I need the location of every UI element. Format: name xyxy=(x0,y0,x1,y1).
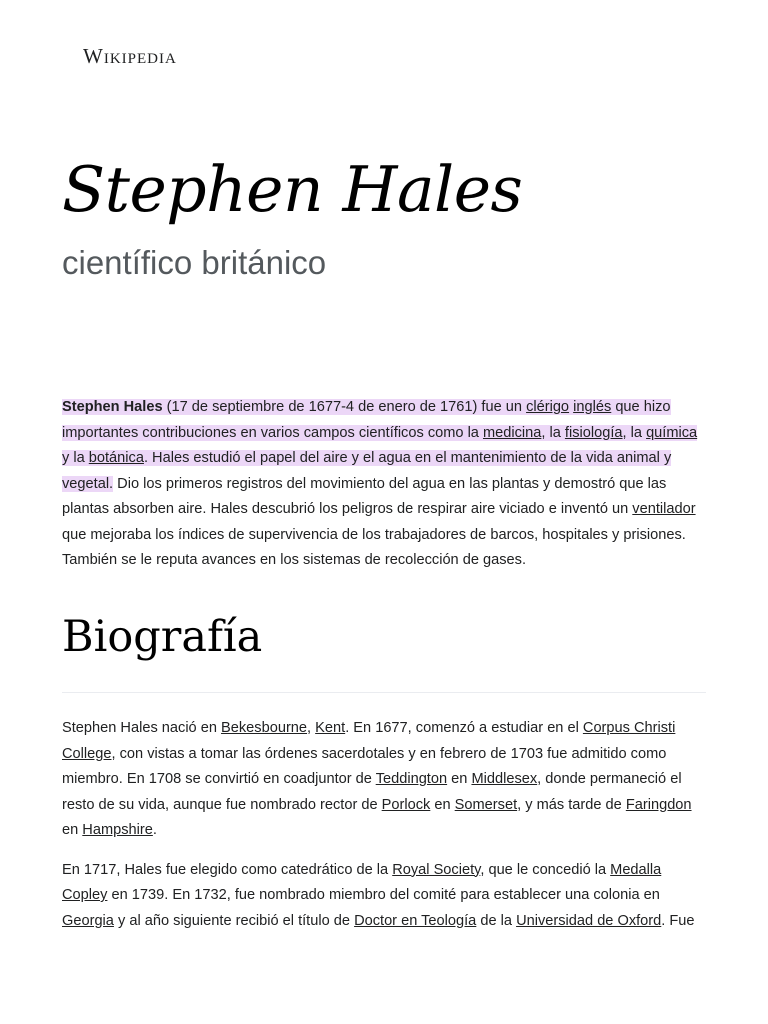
link-faringdon[interactable]: Faringdon xyxy=(625,796,692,813)
biografia-paragraph-2 xyxy=(62,858,708,935)
link-clerigo[interactable]: clérigo xyxy=(526,399,570,415)
link-teddington[interactable]: Teddington xyxy=(375,771,448,787)
text: , y más tarde de xyxy=(517,796,626,813)
link-ingles[interactable]: inglés xyxy=(573,399,612,415)
text: . Hales estudió el papel del aire y el agua en el mantenimiento de la vida animal y vegetal. xyxy=(62,450,672,492)
text: , la xyxy=(622,424,647,441)
link-corpus-christi-college[interactable]: Corpus Christi College xyxy=(62,720,676,762)
text: y al año siguiente recibió el título de xyxy=(113,912,355,929)
text: en xyxy=(430,796,455,813)
link-hampshire[interactable]: Hampshire xyxy=(82,822,153,838)
text: (17 de septiembre de 1677-4 de enero de 1761) fue un xyxy=(162,399,527,415)
text: . En 1677, comenzó a estudiar en el xyxy=(345,720,583,736)
link-doctor-en-teologia[interactable]: Doctor en Teología xyxy=(354,912,477,929)
link-fisiologia[interactable]: fisiología xyxy=(564,424,623,441)
text: . Fue xyxy=(661,912,695,929)
link-quimica[interactable]: química xyxy=(646,424,698,441)
text: Dio los primeros registros del movimiento del agua en las plantas y demostró que las plantas absorben aire. Hales descubrió los peligros de respirar aire viciado e inventó un xyxy=(62,475,667,517)
link-ventilador[interactable]: ventilador xyxy=(632,501,696,517)
section-divider xyxy=(62,692,706,693)
link-universidad-de-oxford[interactable]: Universidad de Oxford xyxy=(516,912,662,929)
page-title: Stephen Hales xyxy=(62,153,523,226)
text: en 1739. En 1732, fue nombrado miembro del comité para establecer una colonia en xyxy=(107,887,660,903)
link-medicina[interactable]: medicina xyxy=(482,424,542,441)
link-kent[interactable]: Kent xyxy=(315,720,346,736)
link-middlesex[interactable]: Middlesex xyxy=(471,771,538,787)
page-subtitle: científico británico xyxy=(62,244,327,281)
text: En 1717, Hales fue elegido como catedrático de la xyxy=(62,861,393,878)
lead-section xyxy=(62,395,708,574)
link-bekesbourne[interactable]: Bekesbourne xyxy=(221,720,308,736)
link-royal-society[interactable]: Royal Society xyxy=(392,861,481,878)
text: que hizo importantes contribuciones en varios campos científicos como la xyxy=(62,399,671,441)
text: en xyxy=(447,771,472,787)
text: , donde permaneció el resto de su vida, aunque fue nombrado rector de xyxy=(62,771,682,813)
link-somerset[interactable]: Somerset xyxy=(454,796,518,813)
link-georgia[interactable]: Georgia xyxy=(62,912,114,929)
wikipedia-wordmark[interactable]: Wikipedia xyxy=(83,44,177,68)
link-porlock[interactable]: Porlock xyxy=(381,796,431,813)
text: , la xyxy=(541,424,565,441)
section-heading-biografia: Biografía xyxy=(62,612,263,662)
text: en xyxy=(62,822,83,838)
text: Stephen Hales nació en xyxy=(62,720,222,736)
bold-name: Stephen Hales xyxy=(62,399,163,415)
text: . xyxy=(152,822,157,838)
text: , xyxy=(307,720,316,736)
biografia-paragraph-1 xyxy=(62,716,708,844)
text: de la xyxy=(476,912,517,929)
link-botanica[interactable]: botánica xyxy=(88,450,144,466)
text: que mejoraba los índices de supervivencia de los trabajadores de barcos, hospitales y prisiones. También se le reputa avances en los sistemas de recolección de gases. xyxy=(62,526,686,568)
text: , con vistas a tomar las órdenes sacerdotales y en febrero de 1703 fue admitido como miembro. En 1708 se convirtió en coadjuntor de xyxy=(62,745,667,787)
text: y la xyxy=(62,450,89,466)
link-medalla-copley[interactable]: Medalla Copley xyxy=(62,861,662,903)
text: , que le concedió la xyxy=(480,861,611,878)
lead-paragraph xyxy=(62,395,708,574)
biografia-section xyxy=(62,716,708,934)
